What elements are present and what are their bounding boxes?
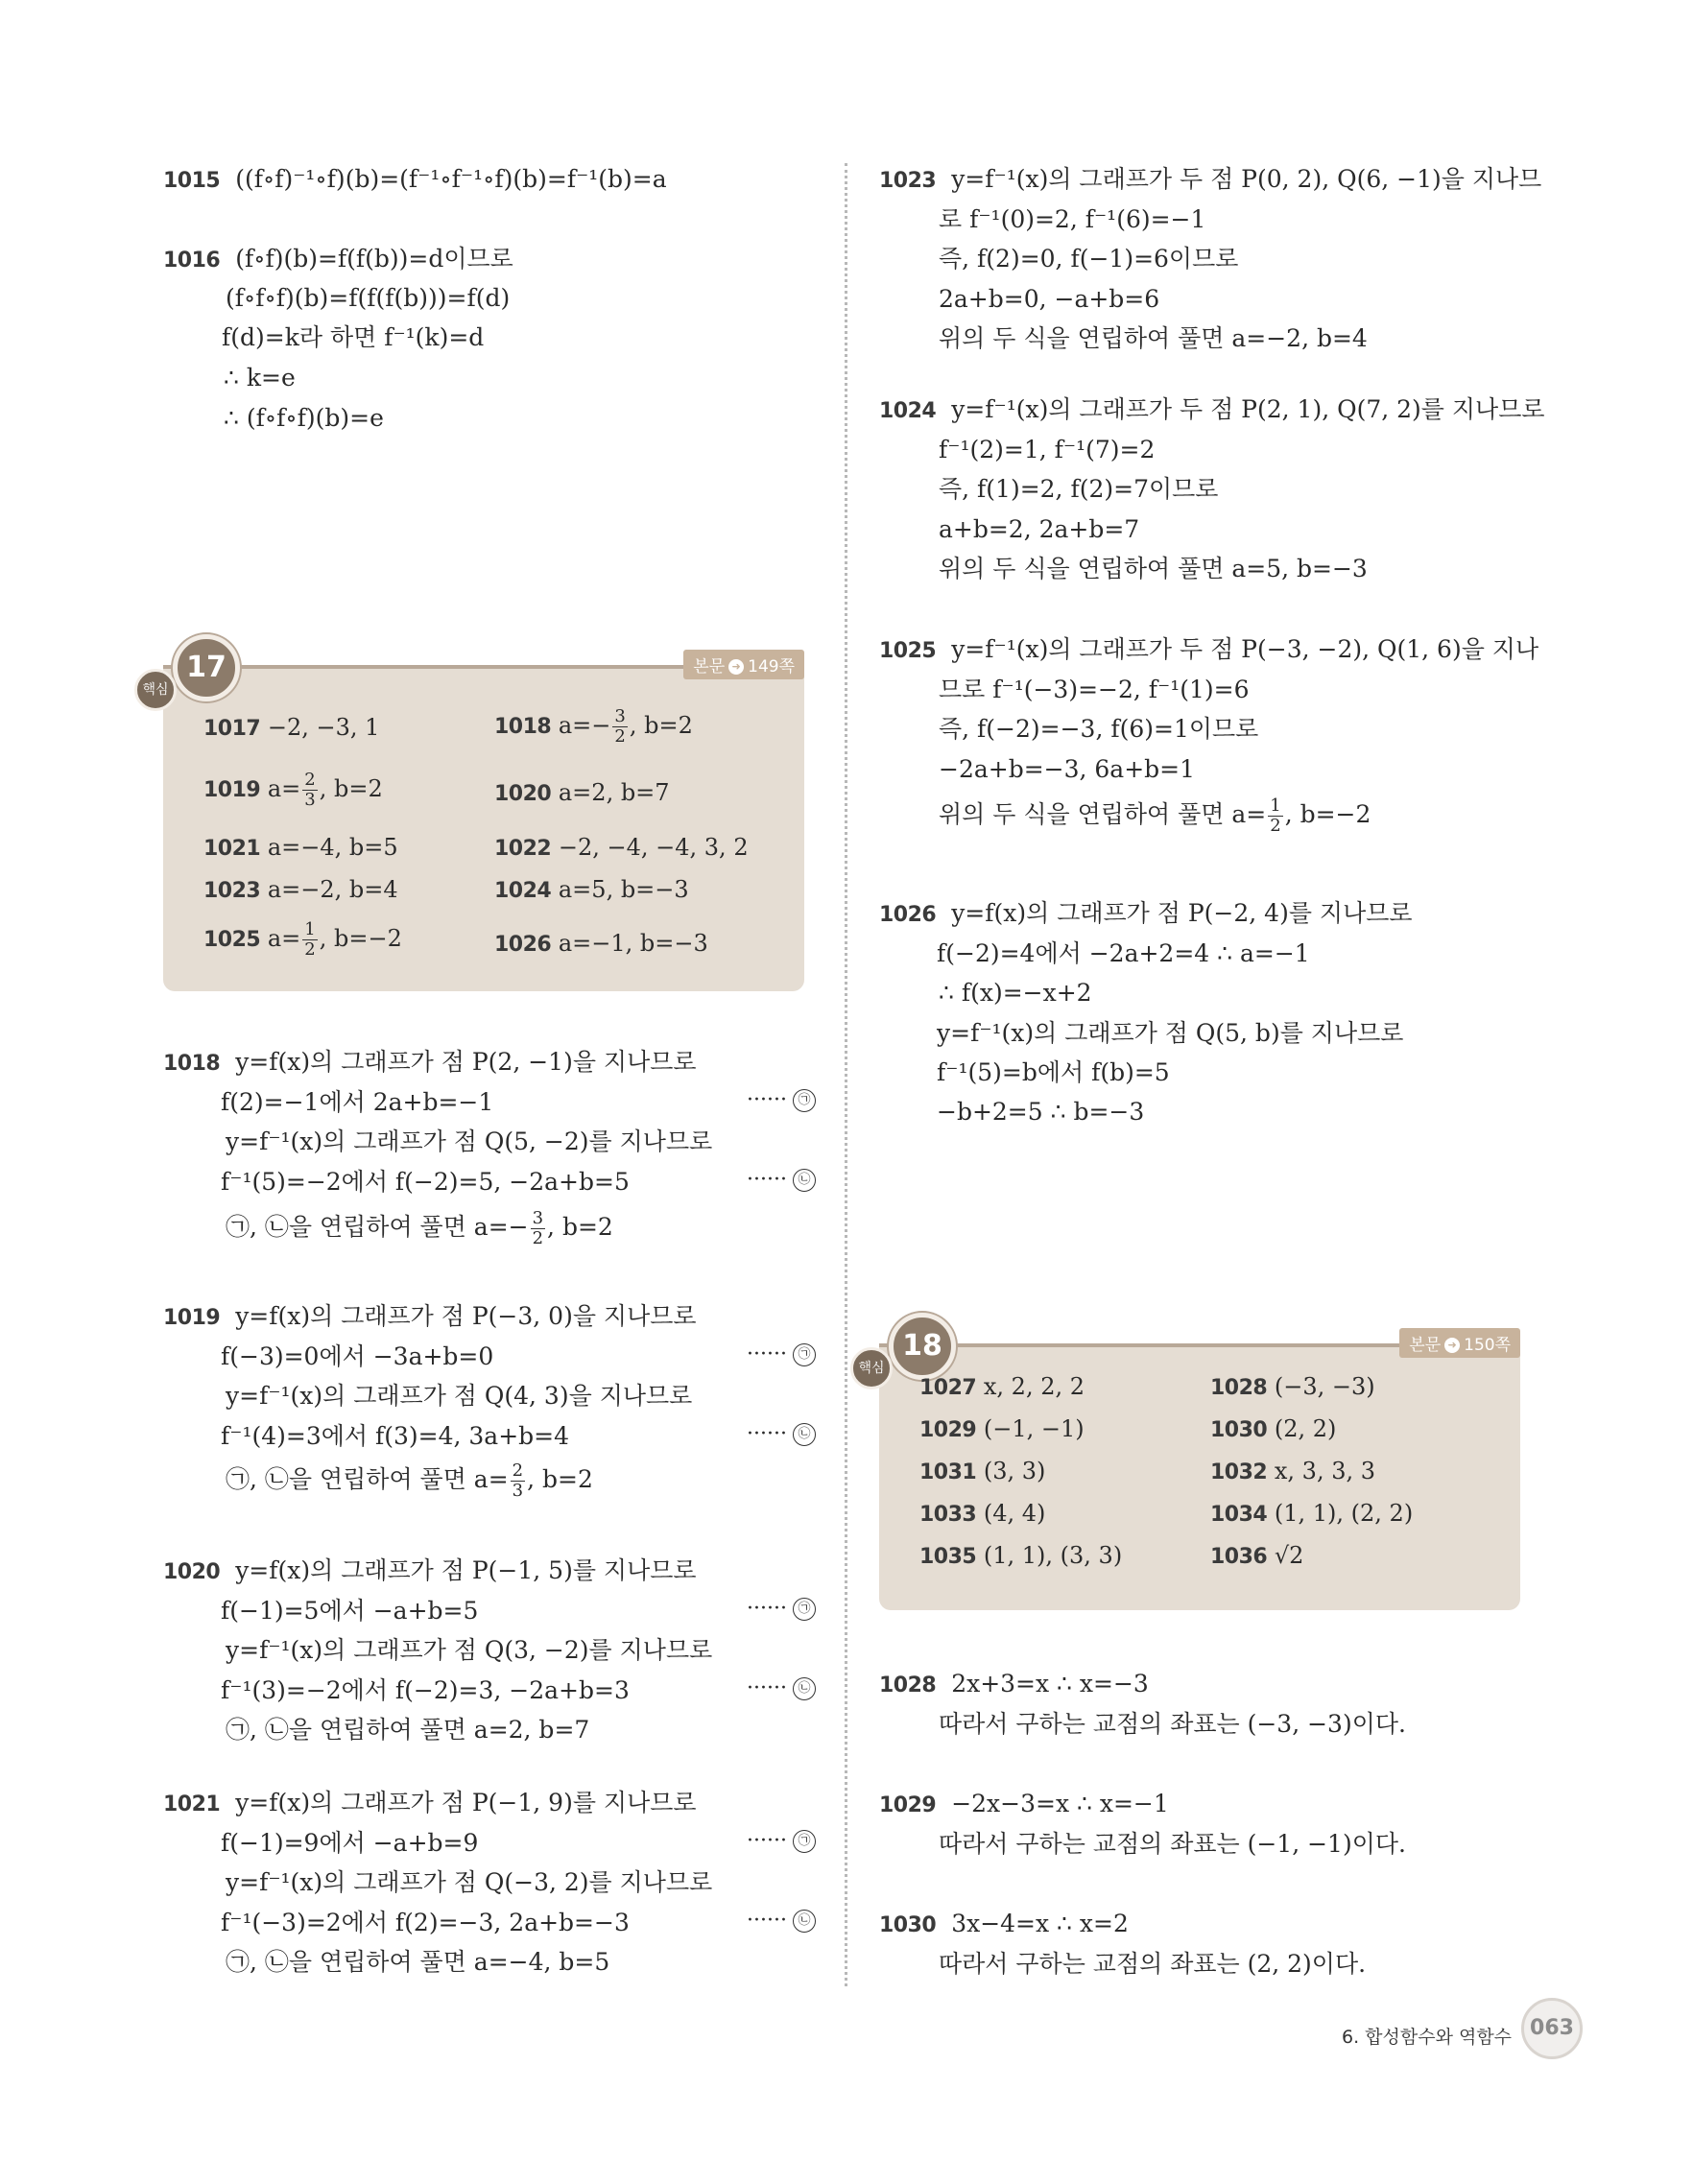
solution-line: ㉠, ㉡을 연립하여 풀면 a=−4, b=5 [226, 1948, 610, 1976]
answer-text: −2, −4, −4, 3, 2 [558, 834, 749, 861]
equation-marker [747, 1676, 816, 1700]
answer-text: a=−1, b=−3 [558, 930, 708, 957]
chapter-title: 6. 합성함수와 역함수 [1342, 2027, 1513, 2048]
problem-number: 1016 [163, 249, 221, 273]
answer-number: 1020 [494, 782, 552, 806]
answer-item [919, 1539, 1122, 1574]
problem-number: 1028 [879, 1674, 937, 1697]
solution-line: y=f(x)의 그래프가 점 P(2, −1)을 지나므로 [235, 1048, 697, 1076]
problem-number: 1020 [163, 1560, 221, 1584]
ref-label: 본문 [693, 657, 726, 677]
answer-text: (4, 4) [983, 1500, 1046, 1527]
ref-page: 149쪽 [748, 657, 795, 677]
problem-number: 1018 [163, 1052, 221, 1076]
problem-number: 1025 [879, 639, 937, 663]
circled-label: ㉠ [793, 1089, 816, 1112]
answer-box-17 [142, 651, 804, 991]
answer-text: −2, −3, 1 [267, 714, 380, 741]
solution-line: ((f∘f)⁻¹∘f)(b)=(f⁻¹∘f⁻¹∘f)(b)=f⁻¹(b)=a [235, 165, 667, 193]
numerator: 3 [614, 706, 626, 726]
equation-marker [747, 1088, 816, 1112]
equation-marker [747, 1597, 816, 1621]
answer-text: (3, 3) [983, 1458, 1046, 1484]
solution-line: y=f⁻¹(x)의 그래프가 점 Q(5, b)를 지나므로 [937, 1019, 1404, 1047]
solution-line: y=f(x)의 그래프가 점 P(−3, 0)을 지나므로 [235, 1302, 697, 1330]
answer-item [494, 873, 689, 908]
answer-number: 1022 [494, 837, 552, 861]
solution-line: f⁻¹(−3)=2에서 f(2)=−3, 2a+b=−3 [221, 1909, 630, 1936]
answer-number: 1033 [919, 1503, 977, 1527]
answer-box-18 [858, 1329, 1520, 1610]
solution-line: −2x−3=x ∴ x=−1 [951, 1790, 1169, 1817]
answer-number: 1032 [1210, 1460, 1268, 1484]
problem-number: 1026 [879, 903, 937, 927]
circled-label: ㉠ [793, 1598, 816, 1621]
denominator: 3 [304, 790, 316, 810]
answer-item [203, 920, 402, 960]
solution-line: f⁻¹(3)=−2에서 f(−2)=3, −2a+b=3 [221, 1676, 630, 1704]
solution-line: , b=2 [527, 1465, 593, 1493]
circled-label: ㉡ [793, 1169, 816, 1192]
solution-line: 따라서 구하는 교점의 좌표는 (2, 2)이다. [939, 1950, 1367, 1978]
answer-text: a= [267, 925, 301, 952]
answer-item [494, 927, 708, 961]
numerator: 1 [1270, 795, 1281, 816]
answer-number: 1024 [494, 879, 552, 903]
solution-line: f⁻¹(5)=b에서 f(b)=5 [937, 1058, 1170, 1086]
answer-item [203, 771, 383, 810]
problem-number: 1019 [163, 1306, 221, 1330]
ref-page: 150쪽 [1464, 1336, 1511, 1355]
numerator: 3 [532, 1208, 544, 1228]
circled-label: ㉠ [793, 1830, 816, 1853]
answer-item [494, 831, 749, 866]
solution-line: y=f⁻¹(x)의 그래프가 점 Q(4, 3)을 지나므로 [226, 1382, 693, 1410]
solution-line: 즉, f(2)=0, f(−1)=6이므로 [939, 245, 1239, 273]
solution-line: f(−1)=9에서 −a+b=9 [221, 1829, 479, 1857]
answer-number: 1028 [1210, 1376, 1268, 1400]
answer-text: a=−4, b=5 [267, 834, 398, 861]
solution-line: (f∘f)(b)=f(f(b))=d이므로 [235, 245, 513, 273]
solution-line: 따라서 구하는 교점의 좌표는 (−1, −1)이다. [939, 1830, 1406, 1858]
leader-dots: ······ [747, 1168, 787, 1192]
solution-line: ∴ k=e [224, 364, 296, 392]
leader-dots: ······ [747, 1829, 787, 1853]
problem-number: 1030 [879, 1913, 937, 1937]
solution-line: 즉, f(1)=2, f(2)=7이므로 [939, 475, 1219, 503]
problem-number: 1029 [879, 1793, 937, 1817]
answer-item [1210, 1497, 1413, 1531]
solution-line: ∴ (f∘f∘f)(b)=e [224, 404, 384, 432]
solution-line: f(2)=−1에서 2a+b=−1 [221, 1088, 494, 1116]
answer-text: √2 [1274, 1542, 1304, 1569]
answer-number: 1029 [919, 1418, 977, 1442]
leader-dots: ······ [747, 1676, 787, 1700]
solution-line: y=f⁻¹(x)의 그래프가 두 점 P(0, 2), Q(6, −1)을 지나므 [951, 165, 1542, 193]
answer-text: a=− [558, 712, 611, 739]
circled-label: ㉡ [793, 1910, 816, 1933]
equation-marker [747, 1829, 816, 1853]
solution-line: y=f(x)의 그래프가 점 P(−2, 4)를 지나므로 [951, 899, 1413, 927]
denominator: 2 [532, 1228, 544, 1248]
answer-text: , b=2 [319, 775, 383, 802]
ref-label: 본문 [1409, 1336, 1442, 1355]
answer-item [1210, 1370, 1375, 1405]
solution-line: y=f(x)의 그래프가 점 P(−1, 5)를 지나므로 [235, 1556, 697, 1584]
solution-line: , b=−2 [1284, 800, 1371, 828]
denominator: 2 [614, 726, 626, 747]
answer-item [494, 776, 670, 811]
answer-text: (2, 2) [1274, 1415, 1337, 1442]
solution-line: −2a+b=−3, 6a+b=1 [939, 755, 1196, 783]
solution-line: 2a+b=0, −a+b=6 [939, 285, 1160, 313]
solution-line: 위의 두 식을 연립하여 풀면 a=−2, b=4 [939, 324, 1368, 352]
solution-line: 2x+3=x ∴ x=−3 [951, 1670, 1149, 1697]
solution-line: (f∘f∘f)(b)=f(f(f(b)))=f(d) [226, 284, 511, 312]
answer-number: 1030 [1210, 1418, 1268, 1442]
reference-label [683, 650, 804, 679]
solution-line: f(d)=k라 하면 f⁻¹(k)=d [222, 323, 485, 351]
equation-marker [747, 1909, 816, 1933]
answer-text: a= [267, 775, 301, 802]
circled-label: ㉠ [793, 1343, 816, 1366]
solution-line: 따라서 구하는 교점의 좌표는 (−3, −3)이다. [939, 1710, 1406, 1738]
answer-item [1210, 1539, 1303, 1574]
arrow-right-icon: ➜ [1444, 1338, 1460, 1353]
answer-number: 1031 [919, 1460, 977, 1484]
answer-item [1210, 1455, 1375, 1489]
solution-line: 3x−4=x ∴ x=2 [951, 1910, 1129, 1937]
answer-item [203, 711, 379, 746]
circled-label: ㉡ [793, 1423, 816, 1446]
answer-number: 1034 [1210, 1503, 1268, 1527]
problem-number: 1023 [879, 169, 937, 193]
answer-number: 1023 [203, 879, 261, 903]
page-number: 063 [1521, 1998, 1583, 2059]
solution-line: ∴ f(x)=−x+2 [939, 979, 1092, 1007]
answer-text: x, 2, 2, 2 [983, 1373, 1085, 1400]
answer-number: 1021 [203, 837, 261, 861]
problem-number: 1021 [163, 1792, 221, 1816]
equation-marker [747, 1168, 816, 1192]
core-tag: 핵심 [134, 669, 177, 711]
solution-line: y=f⁻¹(x)의 그래프가 점 Q(−3, 2)를 지나므로 [226, 1868, 713, 1896]
solution-line: y=f⁻¹(x)의 그래프가 점 Q(5, −2)를 지나므로 [226, 1128, 713, 1155]
denominator: 3 [512, 1481, 524, 1501]
problem-number: 1024 [879, 399, 937, 423]
core-tag: 핵심 [850, 1347, 893, 1389]
numerator: 1 [304, 919, 316, 939]
solution-line: , b=2 [547, 1213, 613, 1241]
answer-item [919, 1455, 1045, 1489]
solution-line: 즉, f(−2)=−3, f(6)=1이므로 [939, 715, 1259, 743]
answer-number: 1017 [203, 717, 261, 741]
solution-line: 위의 두 식을 연립하여 풀면 a= [939, 800, 1267, 828]
fraction [531, 1209, 545, 1248]
solution-line: f⁻¹(5)=−2에서 f(−2)=5, −2a+b=5 [221, 1168, 630, 1196]
answer-number: 1027 [919, 1376, 977, 1400]
fraction [302, 920, 317, 960]
answer-text: (1, 1), (2, 2) [1274, 1500, 1414, 1527]
numerator: 2 [512, 1460, 524, 1481]
solution-line: f(−1)=5에서 −a+b=5 [221, 1597, 479, 1625]
leader-dots: ······ [747, 1597, 787, 1621]
answer-text: a=5, b=−3 [558, 876, 689, 903]
solution-line: 므로 f⁻¹(−3)=−2, f⁻¹(1)=6 [939, 676, 1250, 703]
solution-line: f(−2)=4에서 −2a+2=4 ∴ a=−1 [937, 939, 1310, 967]
answer-item [919, 1370, 1085, 1405]
solution-line: 로 f⁻¹(0)=2, f⁻¹(6)=−1 [939, 205, 1206, 233]
answer-number: 1019 [203, 778, 261, 802]
solution-line: ㉠, ㉡을 연립하여 풀면 a= [226, 1465, 509, 1493]
answer-text: (−3, −3) [1274, 1373, 1375, 1400]
answer-item [919, 1412, 1085, 1447]
solution-line: ㉠, ㉡을 연립하여 풀면 a=2, b=7 [226, 1716, 590, 1744]
section-badge: 18 [889, 1313, 956, 1380]
answer-item [203, 873, 398, 908]
answer-text: (−1, −1) [983, 1415, 1085, 1442]
solution-line: y=f⁻¹(x)의 그래프가 두 점 P(2, 1), Q(7, 2)를 지나므로 [951, 395, 1545, 423]
section-badge: 17 [173, 634, 240, 701]
solution-line: ㉠, ㉡을 연립하여 풀면 a=− [226, 1213, 529, 1241]
solution-line: f⁻¹(4)=3에서 f(3)=4, 3a+b=4 [221, 1422, 570, 1450]
arrow-right-icon: ➜ [728, 659, 744, 675]
fraction [302, 771, 317, 810]
denominator: 2 [1270, 816, 1281, 836]
leader-dots: ······ [747, 1342, 787, 1366]
answer-item [1210, 1412, 1336, 1447]
answer-item [203, 831, 398, 866]
reference-label [1399, 1328, 1520, 1358]
numerator: 2 [304, 770, 316, 790]
solution-line: −b+2=5 ∴ b=−3 [937, 1098, 1145, 1126]
answer-text: , b=−2 [319, 925, 402, 952]
answer-text: a=2, b=7 [558, 779, 670, 806]
equation-marker [747, 1342, 816, 1366]
answer-number: 1025 [203, 928, 261, 952]
solution-line: y=f⁻¹(x)의 그래프가 두 점 P(−3, −2), Q(1, 6)을 지나 [951, 635, 1539, 663]
equation-marker [747, 1422, 816, 1446]
fraction [612, 707, 627, 747]
answer-item [919, 1497, 1045, 1531]
answer-number: 1018 [494, 715, 552, 739]
solution-line: f(−3)=0에서 −3a+b=0 [221, 1342, 494, 1370]
column-divider [845, 163, 847, 1986]
leader-dots: ······ [747, 1909, 787, 1933]
answer-text: (1, 1), (3, 3) [983, 1542, 1123, 1569]
solution-line: a+b=2, 2a+b=7 [939, 515, 1140, 543]
solution-line: 위의 두 식을 연립하여 풀면 a=5, b=−3 [939, 555, 1368, 582]
answer-number: 1026 [494, 933, 552, 957]
solution-line: y=f⁻¹(x)의 그래프가 점 Q(3, −2)를 지나므로 [226, 1636, 713, 1664]
answer-text: x, 3, 3, 3 [1274, 1458, 1375, 1484]
solution-line: f⁻¹(2)=1, f⁻¹(7)=2 [939, 436, 1156, 463]
leader-dots: ······ [747, 1088, 787, 1112]
answer-text: , b=2 [629, 712, 693, 739]
denominator: 2 [304, 939, 316, 960]
answer-item [494, 707, 693, 747]
fraction [1268, 796, 1282, 836]
problem-number: 1015 [163, 169, 221, 193]
answer-number: 1036 [1210, 1545, 1268, 1569]
circled-label: ㉡ [793, 1677, 816, 1700]
solution-line: y=f(x)의 그래프가 점 P(−1, 9)를 지나므로 [235, 1789, 697, 1816]
answer-text: a=−2, b=4 [267, 876, 398, 903]
fraction [511, 1461, 525, 1501]
answer-number: 1035 [919, 1545, 977, 1569]
leader-dots: ······ [747, 1422, 787, 1446]
